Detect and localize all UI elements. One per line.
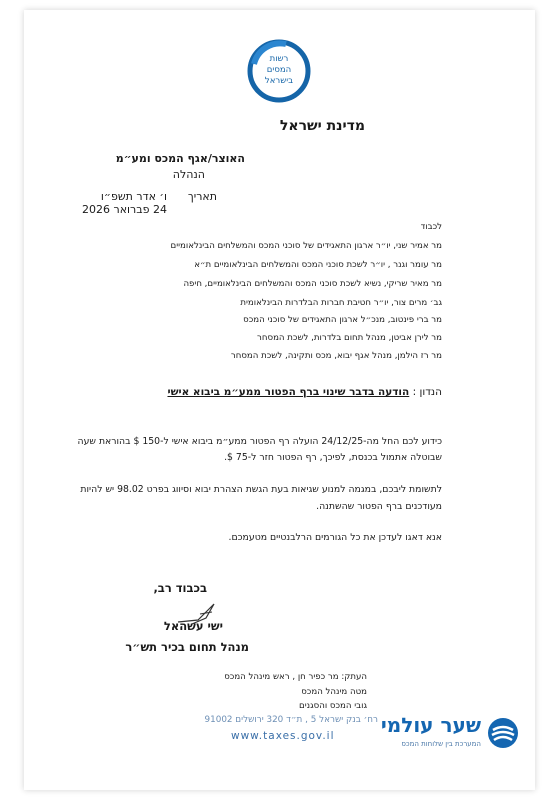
recipient-line: מר עומר וגנר , יו״ר לשכת סוכני המכס והמשלחים הבינלאומיים ת״א <box>194 260 442 270</box>
subject-label: הנדון : <box>412 386 442 398</box>
signatory-title: מנהל תחום בכיר תש״ר <box>125 640 249 654</box>
cc-line: מטה מינהל המכס <box>301 687 367 697</box>
body-paragraph-3: אנא דאגו לעדכן את כל הגורמים הרלבנטיים מטעמכם. <box>228 532 442 543</box>
tax-authority-logo <box>246 38 312 104</box>
logo-line: רשות <box>269 54 289 64</box>
hebrew-date: ו׳ אדר תשפ״ו <box>100 190 167 203</box>
recipient-line: מר ברי פינטוב, מנכ״ל ארגון התאגידים של סוכני המכס <box>243 315 442 325</box>
body-paragraph-2-line-1: לתשומת ליבכם, במגמה למנוע שגיאות בעת הגשת הצהרת יבוא וסיווג בפרט 98.02 יש להיות <box>80 484 442 495</box>
subject-text: הודעה בדבר שינוי ברף הפטור ממע״מ ביבוא אישי <box>167 386 410 398</box>
state-title: מדינת ישראל <box>279 118 365 134</box>
closing: בכבוד רב, <box>153 581 207 595</box>
office-name: הנהלה <box>172 168 205 181</box>
footer-address: רח׳ בנק ישראל 5 , ת״ד 320 ירושלים 91002 <box>204 715 378 725</box>
department-name: האוצר/אגף המכס ומע״מ <box>115 152 245 165</box>
body-paragraph-1-line-2: שבוטלה אתמול בכנסת, לפיכך, רף הפטור חזר ל-75 $. <box>224 452 442 463</box>
footer-url[interactable]: www.taxes.gov.il <box>231 730 335 742</box>
brand-title: שער עולמי <box>380 713 481 737</box>
recipient-line: מר לירן אביטן, מנהל תחום בלדרות, לשכת המסחר <box>257 333 442 343</box>
recipient-line: גב׳ מרים צור, יו״ר חטיבת חברות הבלדרות הבינלאומית <box>240 298 442 308</box>
logo-line: המסים <box>266 65 292 75</box>
recipient-line: מר מאיר שריקי, נשיא לשכת סוכני המכס והמשלחים הבינלאומיים, חיפה <box>183 279 442 289</box>
body-paragraph-1-line-1: כידוע לכם החל מה-24/12/25 הועלה רף הפטור ממע״מ ביבוא אישי ל-150 $ בהוראת שעה <box>77 436 442 447</box>
logo-text <box>246 54 312 87</box>
cc-line: העתק: מר כפיר חן , ראש מינהל המכס <box>224 672 367 682</box>
recipient-line: מר אמיר שני, יו״ר ארגון התאגידים של סוכני המכס והמשלחים הבינלאומיים <box>170 241 442 251</box>
global-gate-logo-icon <box>486 716 520 750</box>
letter-page <box>24 10 535 790</box>
recipients-label: לכבוד <box>420 222 442 232</box>
subject-line <box>167 386 442 398</box>
gregorian-date: 24 פברואר 2026 <box>82 203 167 216</box>
body-paragraph-2-line-2: מעודכנים ברף הפטור שהשתנה. <box>316 501 442 512</box>
logo-line: בישראל <box>264 76 294 86</box>
cc-line: גובי המכס והסגנים <box>299 701 367 711</box>
recipient-line: מר רז הילמן, מנהל אגף יבוא, מכס ותקינה, לשכת המסחר <box>230 351 442 361</box>
signatory-name: ישי עשהאל <box>163 619 223 633</box>
date-label: תאריך <box>187 190 217 203</box>
brand-subtitle: המערכת בין שלוחות המכס <box>401 740 481 748</box>
